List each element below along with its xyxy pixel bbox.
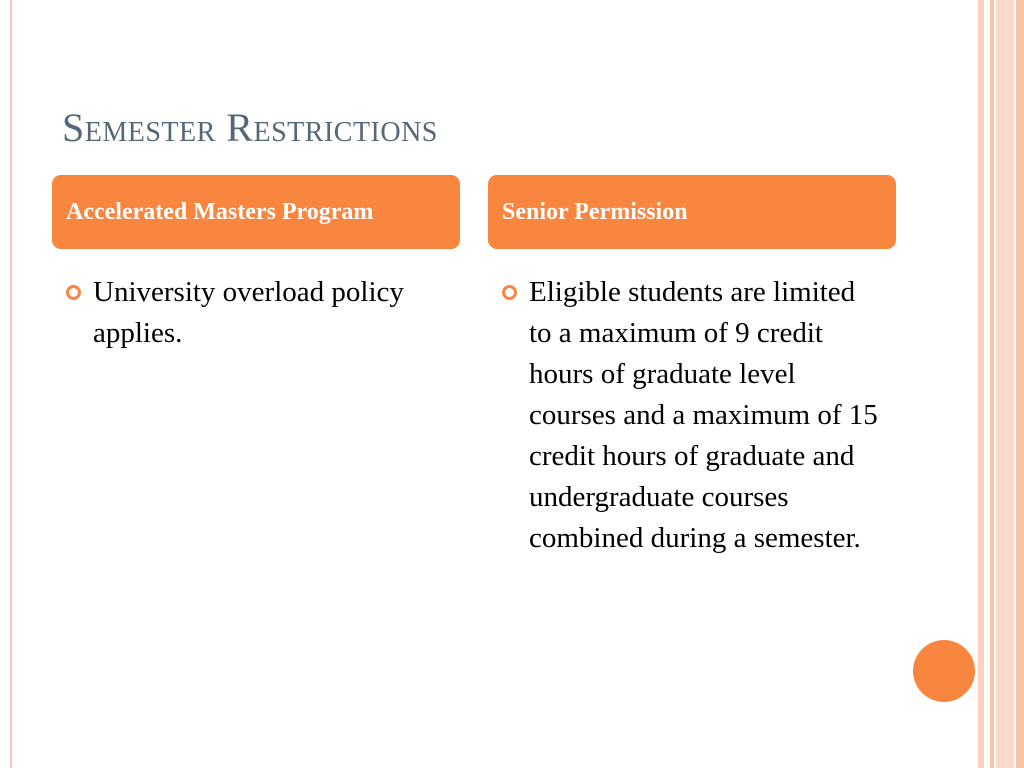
slide-title: Semester Restrictions (62, 105, 438, 150)
decoration-circle-icon (913, 640, 975, 702)
bullet-item (500, 272, 880, 559)
bullet-item (64, 272, 424, 354)
right-stripe (1016, 0, 1024, 768)
right-stripe (990, 0, 994, 768)
column-body-senior-permission (500, 272, 880, 559)
column-header-label: Senior Permission (502, 199, 688, 225)
bullet-icon (502, 285, 517, 300)
right-stripe (978, 0, 984, 768)
left-border-line (10, 0, 12, 768)
bullet-icon (66, 285, 81, 300)
column-header-accelerated-masters (52, 175, 460, 249)
column-header-label: Accelerated Masters Program (66, 199, 374, 225)
column-header-senior-permission (488, 175, 896, 249)
column-body-accelerated-masters (64, 272, 424, 354)
bullet-text: University overload policy applies. (93, 276, 404, 349)
right-stripe (996, 0, 1014, 768)
bullet-text: Eligible students are limited to a maximum of 9 credit hours of graduate level courses and a maximum of 15 credit hours of graduate and undergraduate courses combined during a semester. (529, 276, 878, 554)
